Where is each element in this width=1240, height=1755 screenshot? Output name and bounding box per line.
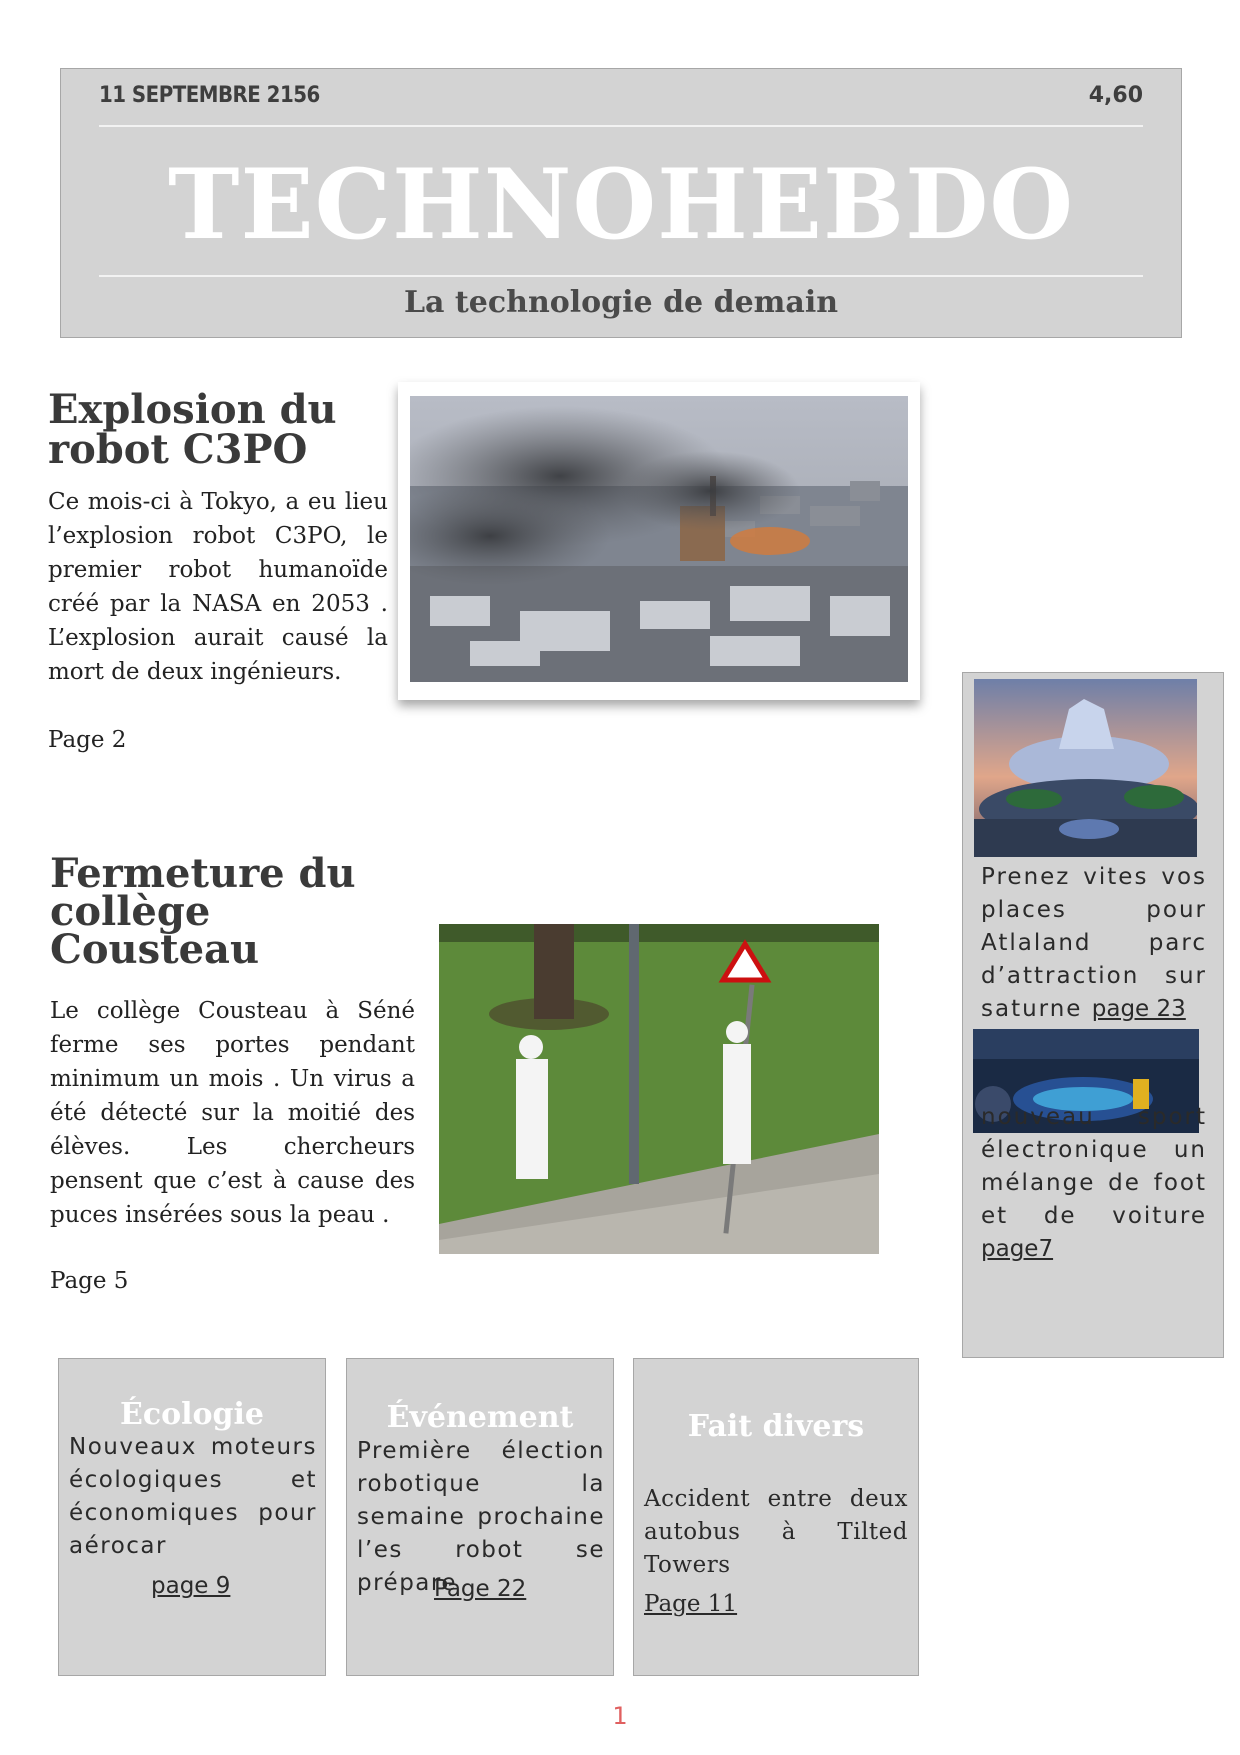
newspaper-subtitle: La technologie de demain: [403, 285, 839, 320]
masthead-divider-top: [99, 125, 1143, 127]
box-evenement-link[interactable]: Page 22: [434, 1576, 527, 1602]
article1-page-ref: Page 2: [48, 727, 127, 753]
explosion-photo: [410, 396, 908, 682]
newspaper-title: TECHNOHEBDO: [168, 148, 1074, 261]
box-ecologie-text: Nouveaux moteurs écologiques et économiques pour aérocar: [69, 1434, 317, 1559]
box-fait-divers: [633, 1358, 919, 1676]
sidebar-sport-link[interactable]: page7: [981, 1236, 1054, 1262]
box-evenement-text: Première élection robotique la semaine prochaine l’es robot se prépare: [357, 1438, 605, 1596]
sidebar-atlaland-desc: Prenez vites vos places pour Atlaland parc d’attraction sur saturne: [981, 864, 1207, 1022]
box-evenement: [346, 1358, 614, 1676]
explosion-photo-frame: [398, 382, 920, 700]
issue-price: 4,60: [1088, 83, 1143, 108]
box-ecologie: [58, 1358, 326, 1676]
atlaland-park-image: [974, 679, 1197, 857]
article2-headline: Fermeture du collège Cousteau: [50, 850, 356, 973]
box-ecologie-link[interactable]: page 9: [151, 1573, 231, 1599]
box-ecologie-title: Écologie: [119, 1397, 264, 1432]
masthead: [60, 68, 1182, 338]
box-fait-divers-text: Accident entre deux autobus à Tilted Towers: [644, 1486, 908, 1578]
article1-body: Ce mois-ci à Tokyo, a eu lieu l’explosion robot C3PO, le premier robot humanoïde créé par la NASA en 2053 . L’explosion aurait causé la mort de deux ingénieurs.: [48, 489, 388, 685]
page-number: 1: [612, 1702, 628, 1730]
college-photo: [439, 924, 879, 1254]
box-fait-divers-link[interactable]: Page 11: [644, 1591, 738, 1617]
sidebar-atlaland-link[interactable]: page 23: [1091, 996, 1186, 1022]
box-fait-divers-title: Fait divers: [687, 1409, 865, 1444]
sidebar-atlaland-text: [981, 861, 1207, 1026]
sidebar-sport-desc: nouveau sport électronique un mélange de foot et de voiture: [981, 1104, 1207, 1229]
masthead-divider-bottom: [99, 275, 1143, 277]
article1-headline: Explosion du robot C3PO: [48, 386, 337, 473]
article2-page-ref: Page 5: [50, 1268, 129, 1294]
sidebar-panel: [962, 672, 1224, 1358]
issue-date: 11 SEPTEMBRE 2156: [99, 83, 320, 108]
sidebar-sport-text: [981, 1101, 1207, 1266]
article2-body: Le collège Cousteau à Séné ferme ses portes pendant minimum un mois . Un virus a été détecté sur la moitié des élèves. Les chercheurs pensent que c’est à cause des puces insérées sous la peau .: [50, 998, 415, 1228]
box-evenement-title: Événement: [386, 1400, 574, 1435]
